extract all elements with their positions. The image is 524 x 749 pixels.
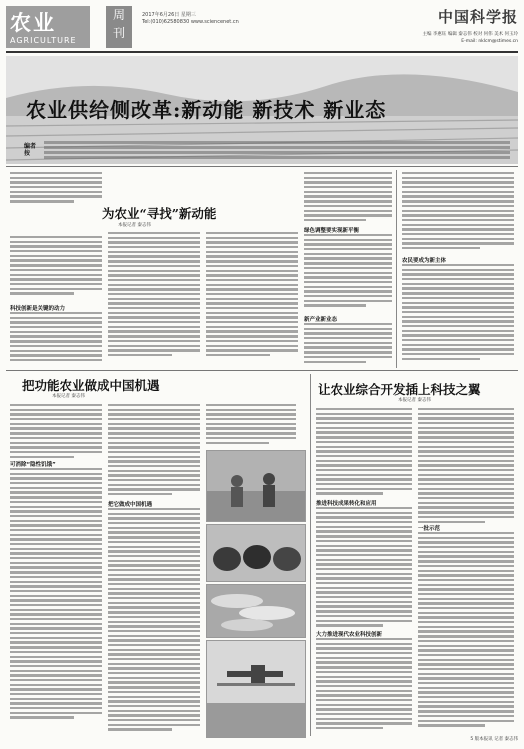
editor-credits: 主编 李惠钰 编辑 秦志伟 校对 何伟 美术 何玉玲 bbox=[422, 32, 518, 37]
weekly-char-2: 刊 bbox=[112, 26, 125, 40]
article-1-col-4b bbox=[304, 234, 392, 309]
column-divider bbox=[396, 170, 397, 368]
farmers-image bbox=[207, 451, 305, 521]
article-3-col-1c bbox=[316, 638, 412, 732]
article-2-subhead-2: 把它做成中国机遇 bbox=[108, 502, 153, 508]
photo-cattle bbox=[206, 524, 306, 582]
article-2-col-1 bbox=[10, 404, 102, 460]
article-1-col-2 bbox=[108, 232, 200, 359]
article-1-headline: 为农业“寻找”新动能 bbox=[102, 206, 217, 221]
article-3-col-1 bbox=[316, 408, 412, 497]
article-1-col-1 bbox=[10, 172, 102, 205]
article-2-col-2b bbox=[108, 508, 200, 733]
section-title-en: AGRICULTURE bbox=[10, 36, 77, 45]
article-3-col-1b bbox=[316, 507, 412, 629]
photo-fish bbox=[206, 584, 306, 638]
section-rule bbox=[6, 370, 518, 371]
article-divider bbox=[310, 374, 311, 736]
article-1-subhead-1: 科技创新是关键的动力 bbox=[10, 306, 66, 312]
article-2-col-2 bbox=[108, 404, 200, 498]
editor-note-label: 编者按 bbox=[24, 143, 37, 157]
article-1-byline: 本报记者 秦志伟 bbox=[118, 223, 151, 228]
article-1-col-4c bbox=[304, 323, 392, 365]
article-2-col-3 bbox=[206, 404, 296, 446]
photo-farmers bbox=[206, 450, 306, 522]
article-3-subhead-3: 一批示范 bbox=[418, 526, 441, 532]
section-header-box bbox=[6, 6, 90, 48]
weekly-badge bbox=[106, 6, 132, 48]
banner-title: 农业供给侧改革:新动能 新技术 新业态 bbox=[26, 98, 387, 122]
article-1-col-1b bbox=[10, 236, 102, 297]
article-1-subhead-4: 农民要成为新主体 bbox=[402, 258, 447, 264]
article-3-headline: 让农业综合开发插上科技之翼 bbox=[318, 382, 481, 397]
article-2-byline: 本报记者 秦志伟 bbox=[52, 394, 85, 399]
article-1-subhead-3: 新产业新业态 bbox=[304, 317, 338, 323]
fish-image bbox=[207, 585, 305, 637]
photo-crop-duster bbox=[206, 640, 306, 738]
cattle-image bbox=[207, 525, 305, 581]
banner-rule bbox=[6, 166, 518, 167]
article-1-col-5 bbox=[402, 172, 514, 252]
article-3-col-2b bbox=[418, 532, 514, 729]
article-1-col-3 bbox=[206, 232, 298, 359]
article-3-subhead-1: 推进科技成果转化和应用 bbox=[316, 501, 377, 507]
editor-note-text bbox=[44, 141, 510, 161]
section-title: 农业 bbox=[10, 11, 56, 35]
article-1-col-5b bbox=[402, 264, 514, 362]
paper-name: 中国科学报 bbox=[437, 8, 518, 26]
article-2-headline: 把功能农业做成中国机遇 bbox=[22, 378, 160, 393]
crop-duster-image bbox=[207, 641, 305, 737]
masthead-rule bbox=[6, 51, 518, 53]
editor-email: E-mail: nklcm@stimes.cn bbox=[461, 39, 518, 44]
article-1-col-4 bbox=[304, 172, 392, 224]
article-1-subhead-2: 绿色调整要实现新平衡 bbox=[304, 228, 360, 234]
article-3-byline: 本报记者 秦志伟 bbox=[398, 398, 431, 403]
article-3-col-2 bbox=[418, 408, 514, 525]
page-footer: 5 版本报讯 记者 秦志伟 bbox=[470, 737, 518, 742]
article-3-subhead-2: 大力推进现代农业科技创新 bbox=[316, 632, 383, 638]
tel-line: Tel:(010)62580830 www.sciencenet.cn bbox=[142, 19, 239, 25]
article-1-col-1c bbox=[10, 312, 102, 364]
article-2-col-1b bbox=[10, 468, 102, 721]
weekly-char-1: 周 bbox=[112, 8, 125, 22]
article-2-subhead-1: 可消除“隐性饥饿” bbox=[10, 462, 56, 468]
date-line: 2017年6月26日 星期三 bbox=[142, 12, 196, 18]
